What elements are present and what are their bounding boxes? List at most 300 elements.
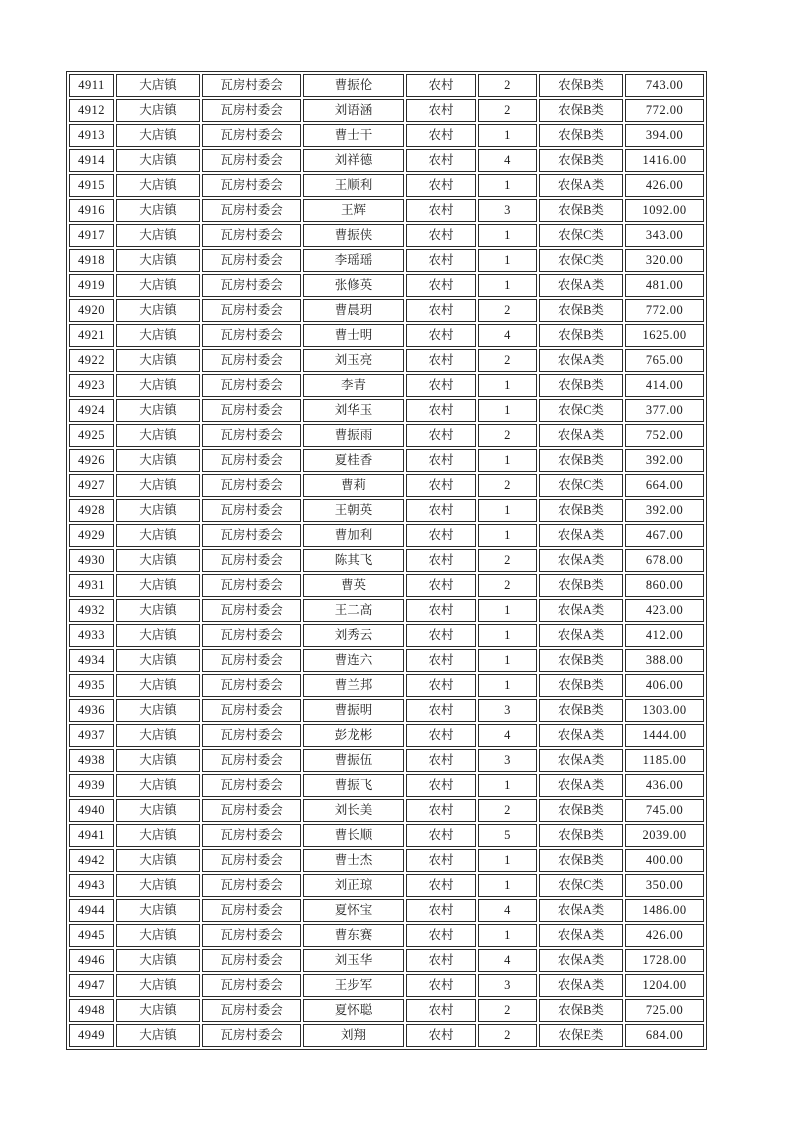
- cell-name: 刘长美: [303, 799, 404, 822]
- cell-village: 瓦房村委会: [202, 724, 301, 747]
- cell-residence: 农村: [406, 274, 476, 297]
- cell-name: 刘华玉: [303, 399, 404, 422]
- cell-town: 大店镇: [116, 999, 200, 1022]
- cell-village: 瓦房村委会: [202, 74, 301, 97]
- pension-roster-table: [66, 71, 707, 1050]
- cell-amount: 765.00: [625, 349, 704, 372]
- cell-amount: 392.00: [625, 449, 704, 472]
- cell-insurance-category: 农保B类: [539, 499, 623, 522]
- cell-village: 瓦房村委会: [202, 874, 301, 897]
- cell-town: 大店镇: [116, 74, 200, 97]
- cell-name: 曹莉: [303, 474, 404, 497]
- table-row: [69, 999, 704, 1022]
- cell-amount: 1444.00: [625, 724, 704, 747]
- cell-name: 彭龙彬: [303, 724, 404, 747]
- cell-town: 大店镇: [116, 974, 200, 997]
- cell-residence: 农村: [406, 724, 476, 747]
- cell-village: 瓦房村委会: [202, 399, 301, 422]
- cell-household-count: 4: [478, 324, 537, 347]
- cell-amount: 414.00: [625, 374, 704, 397]
- cell-seq: 4933: [69, 624, 114, 647]
- cell-household-count: 4: [478, 724, 537, 747]
- cell-amount: 1728.00: [625, 949, 704, 972]
- cell-amount: 664.00: [625, 474, 704, 497]
- cell-household-count: 3: [478, 199, 537, 222]
- cell-household-count: 2: [478, 424, 537, 447]
- cell-village: 瓦房村委会: [202, 224, 301, 247]
- cell-residence: 农村: [406, 999, 476, 1022]
- cell-amount: 377.00: [625, 399, 704, 422]
- cell-village: 瓦房村委会: [202, 899, 301, 922]
- cell-village: 瓦房村委会: [202, 124, 301, 147]
- cell-amount: 2039.00: [625, 824, 704, 847]
- cell-amount: 426.00: [625, 924, 704, 947]
- cell-insurance-category: 农保A类: [539, 524, 623, 547]
- cell-residence: 农村: [406, 649, 476, 672]
- cell-insurance-category: 农保E类: [539, 1024, 623, 1047]
- table-row: [69, 99, 704, 122]
- cell-town: 大店镇: [116, 849, 200, 872]
- cell-name: 曹晨玥: [303, 299, 404, 322]
- cell-amount: 412.00: [625, 624, 704, 647]
- table-row: [69, 899, 704, 922]
- cell-household-count: 1: [478, 399, 537, 422]
- cell-insurance-category: 农保B类: [539, 74, 623, 97]
- cell-seq: 4929: [69, 524, 114, 547]
- cell-household-count: 2: [478, 999, 537, 1022]
- table-row: [69, 424, 704, 447]
- cell-town: 大店镇: [116, 799, 200, 822]
- table-row: [69, 449, 704, 472]
- cell-town: 大店镇: [116, 549, 200, 572]
- table-row: [69, 274, 704, 297]
- table-row: [69, 199, 704, 222]
- cell-seq: 4922: [69, 349, 114, 372]
- cell-insurance-category: 农保B类: [539, 99, 623, 122]
- cell-village: 瓦房村委会: [202, 699, 301, 722]
- cell-village: 瓦房村委会: [202, 799, 301, 822]
- cell-seq: 4917: [69, 224, 114, 247]
- cell-residence: 农村: [406, 824, 476, 847]
- cell-name: 曹英: [303, 574, 404, 597]
- cell-seq: 4913: [69, 124, 114, 147]
- cell-residence: 农村: [406, 199, 476, 222]
- cell-name: 刘秀云: [303, 624, 404, 647]
- cell-village: 瓦房村委会: [202, 324, 301, 347]
- cell-insurance-category: 农保B类: [539, 799, 623, 822]
- cell-household-count: 1: [478, 249, 537, 272]
- cell-amount: 406.00: [625, 674, 704, 697]
- cell-seq: 4946: [69, 949, 114, 972]
- cell-household-count: 5: [478, 824, 537, 847]
- table-row: [69, 149, 704, 172]
- cell-residence: 农村: [406, 299, 476, 322]
- cell-residence: 农村: [406, 524, 476, 547]
- cell-household-count: 1: [478, 849, 537, 872]
- cell-town: 大店镇: [116, 149, 200, 172]
- table-row: [69, 624, 704, 647]
- cell-residence: 农村: [406, 949, 476, 972]
- cell-residence: 农村: [406, 549, 476, 572]
- cell-name: 曹连六: [303, 649, 404, 672]
- cell-residence: 农村: [406, 349, 476, 372]
- cell-town: 大店镇: [116, 374, 200, 397]
- cell-name: 曹东赛: [303, 924, 404, 947]
- cell-household-count: 2: [478, 474, 537, 497]
- table-row: [69, 299, 704, 322]
- cell-residence: 农村: [406, 224, 476, 247]
- cell-household-count: 3: [478, 699, 537, 722]
- cell-village: 瓦房村委会: [202, 924, 301, 947]
- cell-name: 张修英: [303, 274, 404, 297]
- cell-insurance-category: 农保A类: [539, 274, 623, 297]
- cell-name: 王顺利: [303, 174, 404, 197]
- cell-seq: 4949: [69, 1024, 114, 1047]
- cell-insurance-category: 农保A类: [539, 349, 623, 372]
- cell-name: 王辉: [303, 199, 404, 222]
- cell-village: 瓦房村委会: [202, 674, 301, 697]
- cell-household-count: 4: [478, 949, 537, 972]
- table-row: [69, 549, 704, 572]
- cell-residence: 农村: [406, 1024, 476, 1047]
- cell-insurance-category: 农保B类: [539, 149, 623, 172]
- cell-insurance-category: 农保A类: [539, 974, 623, 997]
- cell-village: 瓦房村委会: [202, 449, 301, 472]
- cell-insurance-category: 农保B类: [539, 124, 623, 147]
- cell-village: 瓦房村委会: [202, 999, 301, 1022]
- table-row: [69, 674, 704, 697]
- cell-insurance-category: 农保A类: [539, 424, 623, 447]
- cell-seq: 4911: [69, 74, 114, 97]
- cell-insurance-category: 农保C类: [539, 249, 623, 272]
- cell-town: 大店镇: [116, 574, 200, 597]
- cell-name: 曹兰邦: [303, 674, 404, 697]
- cell-town: 大店镇: [116, 699, 200, 722]
- cell-household-count: 1: [478, 649, 537, 672]
- cell-amount: 343.00: [625, 224, 704, 247]
- cell-insurance-category: 农保A类: [539, 624, 623, 647]
- cell-insurance-category: 农保A类: [539, 749, 623, 772]
- cell-name: 曹振飞: [303, 774, 404, 797]
- cell-household-count: 1: [478, 374, 537, 397]
- cell-town: 大店镇: [116, 624, 200, 647]
- cell-village: 瓦房村委会: [202, 574, 301, 597]
- cell-amount: 481.00: [625, 274, 704, 297]
- cell-seq: 4945: [69, 924, 114, 947]
- cell-amount: 1185.00: [625, 749, 704, 772]
- cell-name: 王步军: [303, 974, 404, 997]
- cell-village: 瓦房村委会: [202, 624, 301, 647]
- cell-household-count: 1: [478, 274, 537, 297]
- cell-residence: 农村: [406, 174, 476, 197]
- cell-village: 瓦房村委会: [202, 549, 301, 572]
- cell-village: 瓦房村委会: [202, 1024, 301, 1047]
- cell-seq: 4948: [69, 999, 114, 1022]
- cell-amount: 320.00: [625, 249, 704, 272]
- cell-name: 陈其飞: [303, 549, 404, 572]
- cell-household-count: 3: [478, 749, 537, 772]
- cell-town: 大店镇: [116, 349, 200, 372]
- cell-household-count: 2: [478, 1024, 537, 1047]
- cell-town: 大店镇: [116, 824, 200, 847]
- cell-amount: 752.00: [625, 424, 704, 447]
- cell-amount: 1303.00: [625, 699, 704, 722]
- cell-insurance-category: 农保A类: [539, 924, 623, 947]
- cell-village: 瓦房村委会: [202, 499, 301, 522]
- cell-seq: 4928: [69, 499, 114, 522]
- cell-name: 刘玉亮: [303, 349, 404, 372]
- cell-insurance-category: 农保A类: [539, 549, 623, 572]
- cell-town: 大店镇: [116, 199, 200, 222]
- cell-household-count: 2: [478, 299, 537, 322]
- cell-town: 大店镇: [116, 674, 200, 697]
- cell-insurance-category: 农保A类: [539, 724, 623, 747]
- cell-village: 瓦房村委会: [202, 599, 301, 622]
- cell-residence: 农村: [406, 599, 476, 622]
- cell-household-count: 4: [478, 899, 537, 922]
- cell-amount: 400.00: [625, 849, 704, 872]
- cell-insurance-category: 农保C类: [539, 874, 623, 897]
- cell-amount: 1092.00: [625, 199, 704, 222]
- cell-amount: 1486.00: [625, 899, 704, 922]
- cell-insurance-category: 农保B类: [539, 999, 623, 1022]
- cell-village: 瓦房村委会: [202, 974, 301, 997]
- cell-insurance-category: 农保A类: [539, 899, 623, 922]
- cell-town: 大店镇: [116, 224, 200, 247]
- cell-town: 大店镇: [116, 649, 200, 672]
- cell-insurance-category: 农保B类: [539, 674, 623, 697]
- cell-seq: 4944: [69, 899, 114, 922]
- table-row: [69, 874, 704, 897]
- cell-name: 曹长顺: [303, 824, 404, 847]
- cell-insurance-category: 农保C类: [539, 474, 623, 497]
- cell-household-count: 1: [478, 124, 537, 147]
- cell-village: 瓦房村委会: [202, 99, 301, 122]
- cell-residence: 农村: [406, 249, 476, 272]
- cell-town: 大店镇: [116, 924, 200, 947]
- cell-residence: 农村: [406, 924, 476, 947]
- cell-insurance-category: 农保B类: [539, 324, 623, 347]
- cell-amount: 1625.00: [625, 324, 704, 347]
- cell-town: 大店镇: [116, 174, 200, 197]
- cell-residence: 农村: [406, 699, 476, 722]
- cell-amount: 743.00: [625, 74, 704, 97]
- cell-name: 刘语涵: [303, 99, 404, 122]
- cell-amount: 388.00: [625, 649, 704, 672]
- cell-seq: 4942: [69, 849, 114, 872]
- table-row: [69, 699, 704, 722]
- cell-seq: 4915: [69, 174, 114, 197]
- cell-residence: 农村: [406, 474, 476, 497]
- cell-household-count: 1: [478, 874, 537, 897]
- cell-insurance-category: 农保A类: [539, 949, 623, 972]
- table-row: [69, 774, 704, 797]
- cell-town: 大店镇: [116, 249, 200, 272]
- table-row: [69, 849, 704, 872]
- cell-name: 曹振雨: [303, 424, 404, 447]
- cell-town: 大店镇: [116, 774, 200, 797]
- cell-residence: 农村: [406, 899, 476, 922]
- cell-insurance-category: 农保B类: [539, 574, 623, 597]
- cell-name: 曹振明: [303, 699, 404, 722]
- cell-seq: 4941: [69, 824, 114, 847]
- cell-insurance-category: 农保B类: [539, 649, 623, 672]
- table-row: [69, 399, 704, 422]
- cell-insurance-category: 农保A类: [539, 774, 623, 797]
- cell-insurance-category: 农保B类: [539, 849, 623, 872]
- table-row: [69, 574, 704, 597]
- cell-town: 大店镇: [116, 274, 200, 297]
- cell-household-count: 1: [478, 224, 537, 247]
- cell-seq: 4927: [69, 474, 114, 497]
- cell-residence: 农村: [406, 974, 476, 997]
- cell-amount: 772.00: [625, 99, 704, 122]
- cell-amount: 1416.00: [625, 149, 704, 172]
- cell-name: 曹振伍: [303, 749, 404, 772]
- cell-town: 大店镇: [116, 449, 200, 472]
- cell-insurance-category: 农保B类: [539, 699, 623, 722]
- cell-household-count: 1: [478, 499, 537, 522]
- cell-seq: 4924: [69, 399, 114, 422]
- cell-amount: 725.00: [625, 999, 704, 1022]
- cell-residence: 农村: [406, 324, 476, 347]
- table-row: [69, 324, 704, 347]
- cell-village: 瓦房村委会: [202, 299, 301, 322]
- cell-town: 大店镇: [116, 299, 200, 322]
- cell-seq: 4920: [69, 299, 114, 322]
- cell-amount: 394.00: [625, 124, 704, 147]
- table-body: [69, 74, 704, 1047]
- cell-household-count: 1: [478, 449, 537, 472]
- cell-residence: 农村: [406, 849, 476, 872]
- cell-name: 曹振伦: [303, 74, 404, 97]
- table-row: [69, 174, 704, 197]
- table-row: [69, 824, 704, 847]
- cell-residence: 农村: [406, 749, 476, 772]
- cell-seq: 4926: [69, 449, 114, 472]
- cell-insurance-category: 农保C类: [539, 224, 623, 247]
- cell-town: 大店镇: [116, 949, 200, 972]
- cell-village: 瓦房村委会: [202, 249, 301, 272]
- cell-residence: 农村: [406, 799, 476, 822]
- table-row: [69, 474, 704, 497]
- cell-seq: 4939: [69, 774, 114, 797]
- cell-name: 刘玉华: [303, 949, 404, 972]
- cell-village: 瓦房村委会: [202, 949, 301, 972]
- cell-insurance-category: 农保B类: [539, 374, 623, 397]
- cell-household-count: 2: [478, 99, 537, 122]
- cell-village: 瓦房村委会: [202, 149, 301, 172]
- cell-name: 曹士明: [303, 324, 404, 347]
- cell-insurance-category: 农保B类: [539, 199, 623, 222]
- cell-amount: 350.00: [625, 874, 704, 897]
- cell-household-count: 1: [478, 599, 537, 622]
- cell-town: 大店镇: [116, 1024, 200, 1047]
- table-row: [69, 924, 704, 947]
- cell-insurance-category: 农保B类: [539, 299, 623, 322]
- cell-seq: 4919: [69, 274, 114, 297]
- cell-village: 瓦房村委会: [202, 374, 301, 397]
- cell-amount: 436.00: [625, 774, 704, 797]
- table-row: [69, 74, 704, 97]
- cell-village: 瓦房村委会: [202, 199, 301, 222]
- cell-residence: 农村: [406, 874, 476, 897]
- cell-household-count: 3: [478, 974, 537, 997]
- table-row: [69, 349, 704, 372]
- cell-seq: 4914: [69, 149, 114, 172]
- cell-insurance-category: 农保A类: [539, 599, 623, 622]
- cell-seq: 4932: [69, 599, 114, 622]
- cell-household-count: 2: [478, 349, 537, 372]
- cell-amount: 467.00: [625, 524, 704, 547]
- cell-village: 瓦房村委会: [202, 424, 301, 447]
- cell-town: 大店镇: [116, 474, 200, 497]
- cell-residence: 农村: [406, 499, 476, 522]
- cell-household-count: 1: [478, 674, 537, 697]
- cell-village: 瓦房村委会: [202, 524, 301, 547]
- table-row: [69, 524, 704, 547]
- cell-name: 刘正琼: [303, 874, 404, 897]
- cell-amount: 392.00: [625, 499, 704, 522]
- cell-residence: 农村: [406, 774, 476, 797]
- cell-seq: 4918: [69, 249, 114, 272]
- cell-village: 瓦房村委会: [202, 849, 301, 872]
- table-row: [69, 974, 704, 997]
- cell-amount: 426.00: [625, 174, 704, 197]
- cell-amount: 684.00: [625, 1024, 704, 1047]
- cell-name: 夏怀聪: [303, 999, 404, 1022]
- cell-town: 大店镇: [116, 499, 200, 522]
- cell-name: 曹振侠: [303, 224, 404, 247]
- cell-village: 瓦房村委会: [202, 349, 301, 372]
- cell-household-count: 2: [478, 74, 537, 97]
- cell-seq: 4943: [69, 874, 114, 897]
- cell-name: 王朝英: [303, 499, 404, 522]
- cell-name: 曹士干: [303, 124, 404, 147]
- table-row: [69, 599, 704, 622]
- cell-household-count: 1: [478, 174, 537, 197]
- cell-seq: 4938: [69, 749, 114, 772]
- table-row: [69, 749, 704, 772]
- cell-household-count: 2: [478, 549, 537, 572]
- cell-seq: 4947: [69, 974, 114, 997]
- table-row: [69, 374, 704, 397]
- cell-name: 夏怀宝: [303, 899, 404, 922]
- cell-seq: 4921: [69, 324, 114, 347]
- cell-household-count: 1: [478, 524, 537, 547]
- cell-residence: 农村: [406, 374, 476, 397]
- cell-household-count: 2: [478, 574, 537, 597]
- cell-residence: 农村: [406, 674, 476, 697]
- cell-town: 大店镇: [116, 874, 200, 897]
- cell-name: 刘祥德: [303, 149, 404, 172]
- cell-amount: 678.00: [625, 549, 704, 572]
- cell-amount: 745.00: [625, 799, 704, 822]
- cell-village: 瓦房村委会: [202, 774, 301, 797]
- cell-seq: 4936: [69, 699, 114, 722]
- cell-town: 大店镇: [116, 749, 200, 772]
- cell-residence: 农村: [406, 449, 476, 472]
- cell-name: 李青: [303, 374, 404, 397]
- cell-seq: 4925: [69, 424, 114, 447]
- cell-town: 大店镇: [116, 524, 200, 547]
- table-row: [69, 799, 704, 822]
- cell-residence: 农村: [406, 124, 476, 147]
- table-row: [69, 649, 704, 672]
- cell-seq: 4940: [69, 799, 114, 822]
- cell-household-count: 1: [478, 624, 537, 647]
- cell-amount: 1204.00: [625, 974, 704, 997]
